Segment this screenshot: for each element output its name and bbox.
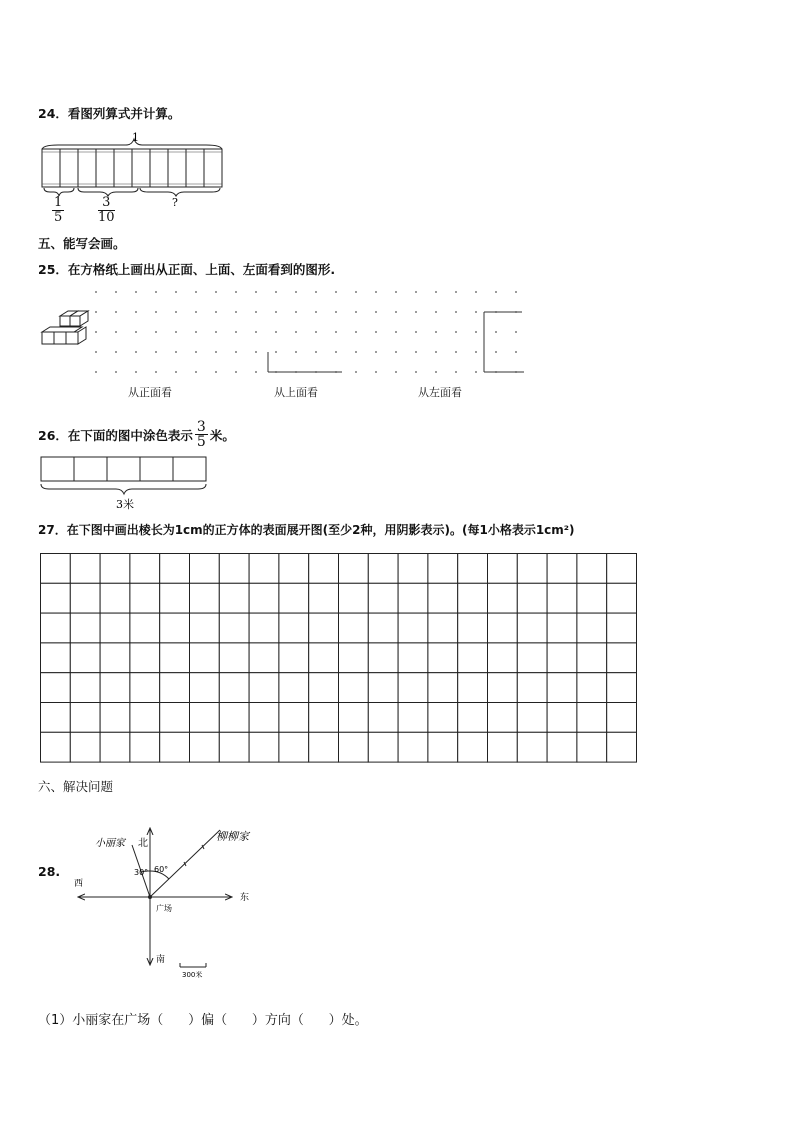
q27-grid-cell[interactable] [160,673,190,703]
grid-dot [135,351,137,353]
grid-dot [275,351,277,353]
grid-dot [235,351,237,353]
grid-dot [95,331,97,333]
q27-grid-cell[interactable] [249,673,279,703]
q27-grid-cell[interactable] [190,673,220,703]
q27-grid-cell[interactable] [368,732,398,762]
grid-dot [335,351,337,353]
grid-dot [435,331,437,333]
q27-grid-cell[interactable] [488,732,518,762]
grid-dot [115,291,117,293]
grid-dot [115,371,117,373]
grid-dot [475,311,477,313]
q27-grid-cell[interactable] [100,732,130,762]
q27-grid-cell[interactable] [458,732,488,762]
q27-grid-cell[interactable] [70,554,100,584]
grid-dot [455,291,457,293]
q27-grid-cell[interactable] [41,703,71,733]
q27-grid-cell[interactable] [428,583,458,613]
q27-grid-cell[interactable] [577,703,607,733]
grid-dot [295,291,297,293]
q27-grid-cell[interactable] [160,703,190,733]
q26-bar [40,456,210,512]
q25-title: 25．在方格纸上画出从正面、上面、左面看到的图形. [38,262,336,277]
grid-dot [375,331,377,333]
grid-dot [195,331,197,333]
q27-grid-cell[interactable] [458,554,488,584]
q27-grid-cell[interactable] [517,613,547,643]
q27-grid-cell[interactable] [70,643,100,673]
q27-grid-cell[interactable] [219,673,249,703]
q27-grid-cell[interactable] [488,703,518,733]
q27-grid-cell[interactable] [160,613,190,643]
grid-dot [315,311,317,313]
xiaoli-label: 小丽家 [95,838,125,849]
grid-dot [355,291,357,293]
grid-dot [435,371,437,373]
q27-grid-cell[interactable] [279,673,309,703]
q24-brace-3 [140,188,220,196]
q27-grid-cell[interactable] [41,583,71,613]
section5-title: 五、能写会画。 [38,236,126,251]
q27-grid-cell[interactable] [607,673,637,703]
q27-grid-cell[interactable] [41,673,71,703]
q27-grid-cell[interactable] [517,583,547,613]
q28-direction-map [70,820,270,985]
q27-grid-cell[interactable] [428,613,458,643]
grid-dot [455,311,457,313]
south-label: 南 [156,955,166,965]
grid-dot [115,351,117,353]
q27-grid-cell[interactable] [41,643,71,673]
q27-grid-cell[interactable] [577,732,607,762]
liuliu-label: 柳柳家 [216,830,249,843]
q27-grid-cell[interactable] [130,613,160,643]
q27-grid-cell[interactable] [70,673,100,703]
q26-bar-label: 3米 [116,498,134,511]
grid-dot [435,311,437,313]
q25-cubes [40,310,92,350]
grid-dot [395,331,397,333]
q27-grid-cell[interactable] [309,613,339,643]
grid-dot [95,311,97,313]
grid-dot [215,311,217,313]
q27-grid-cell[interactable] [70,732,100,762]
q27-grid-cell[interactable] [219,613,249,643]
q27-grid-cell[interactable] [279,613,309,643]
q27-grid-cell[interactable] [547,554,577,584]
q27-grid-cell[interactable] [398,643,428,673]
q27-grid-cell[interactable] [607,583,637,613]
grid-dot [235,291,237,293]
q24-unknown: ? [172,196,178,209]
grid-dot [295,311,297,313]
q27-grid-cell[interactable] [190,643,220,673]
grid-dot [175,291,177,293]
grid-dot [275,311,277,313]
grid-dot [155,351,157,353]
q27-grid-cell[interactable] [547,673,577,703]
q27-grid-cell[interactable] [309,643,339,673]
q27-grid-cell[interactable] [100,643,130,673]
q27-grid-cell[interactable] [547,732,577,762]
q27-grid-cell[interactable] [100,613,130,643]
q27-grid-cell[interactable] [219,732,249,762]
grid-dot [155,291,157,293]
grid-dot [435,291,437,293]
q27-grid-cell[interactable] [249,703,279,733]
q27-grid-cell[interactable] [428,732,458,762]
q27-grid-cell[interactable] [398,703,428,733]
north-label: 北 [138,838,148,849]
q25-view-front: 从正面看 [128,386,172,399]
q27-grid-cell[interactable] [130,703,160,733]
q27-grid-cell[interactable] [130,554,160,584]
q26-fraction: $\frac{3}{5}$ [196,419,206,450]
q27-grid-cell[interactable] [607,703,637,733]
q27-grid-cell[interactable] [249,613,279,643]
q26-cell[interactable] [74,457,107,481]
q27-grid-cell[interactable] [398,673,428,703]
grid-dot [255,351,257,353]
grid-dot [355,351,357,353]
q27-grid-cell[interactable] [368,583,398,613]
scale-label: 300米 [182,971,203,979]
q27-grid-cell[interactable] [607,613,637,643]
q27-grid-cell[interactable] [368,643,398,673]
q27-grid-cell[interactable] [70,583,100,613]
q27-grid-cell[interactable] [517,703,547,733]
q24-strip [42,149,222,187]
grid-dot [415,351,417,353]
q24-fraction-1: $\frac{1}{5}$ [54,195,63,225]
grid-dot [215,291,217,293]
grid-dot [335,311,337,313]
grid-dot [515,331,517,333]
grid-dot [195,291,197,293]
q27-grid-cell[interactable] [100,703,130,733]
q25-view-top: 从上面看 [274,386,318,399]
q25-dot-grid [92,286,532,378]
q27-grid-cell[interactable] [488,613,518,643]
q27-grid-cell[interactable] [339,613,369,643]
grid-dot [415,291,417,293]
grid-dot [155,331,157,333]
q27-grid-cell[interactable] [428,703,458,733]
q27-grid-cell[interactable] [309,703,339,733]
q27-grid-cell[interactable] [488,673,518,703]
grid-dot [435,351,437,353]
square-point [148,895,152,899]
q27-grid-cell[interactable] [279,732,309,762]
q25-view-left: 从左面看 [418,386,462,399]
q27-grid-cell[interactable] [279,554,309,584]
q27-grid-cell[interactable] [219,643,249,673]
q27-grid-cell[interactable] [160,583,190,613]
q27-grid-cell[interactable] [100,583,130,613]
grid-dot [515,351,517,353]
q26-cell[interactable] [140,457,173,481]
q27-grid-cell[interactable] [339,643,369,673]
q27-grid-cell[interactable] [279,583,309,613]
grid-dot [135,371,137,373]
grid-dot [355,311,357,313]
q28-sub1: （1）小丽家在广场（ ）偏（ ）方向（ ）处。 [38,1013,368,1028]
q24-strip-diagram [38,128,228,228]
q27-grid-cell[interactable] [577,613,607,643]
q27-grid-cell[interactable] [339,554,369,584]
grid-dot [95,351,97,353]
q27-grid-cell[interactable] [547,583,577,613]
grid-dot [235,311,237,313]
q27-grid-cell[interactable] [100,673,130,703]
q27-grid-cell[interactable] [70,703,100,733]
grid-dot [415,311,417,313]
grid-dot [215,351,217,353]
grid-dot [295,331,297,333]
grid-dot [235,331,237,333]
q27-grid-cell[interactable] [130,643,160,673]
q27-grid[interactable] [40,553,640,763]
grid-dot [455,331,457,333]
grid-dot [215,371,217,373]
q27-grid-cell[interactable] [130,583,160,613]
q27-grid-cell[interactable] [488,554,518,584]
q27-grid-cell[interactable] [517,643,547,673]
grid-dot [335,291,337,293]
q27-grid-cell[interactable] [368,613,398,643]
grid-dot [335,331,337,333]
grid-dot [475,351,477,353]
q27-grid-cell[interactable] [458,583,488,613]
grid-dot [275,331,277,333]
q27-grid-cell[interactable] [100,554,130,584]
q27-grid-cell[interactable] [249,732,279,762]
q27-grid-cell[interactable] [279,703,309,733]
q28-number: 28. [38,864,61,879]
grid-dot [495,351,497,353]
grid-dot [95,291,97,293]
q27-grid-cell[interactable] [309,583,339,613]
grid-dot [375,311,377,313]
q27-grid-cell[interactable] [488,583,518,613]
grid-dot [455,351,457,353]
q26-title-prefix: 26．在下面的图中涂色表示 [38,427,193,443]
grid-dot [255,311,257,313]
q27-grid-cell[interactable] [219,703,249,733]
q27-grid-cell[interactable] [607,643,637,673]
q27-grid-cell[interactable] [398,583,428,613]
grid-dot [495,331,497,333]
q27-grid-cell[interactable] [577,554,607,584]
grid-dot [455,371,457,373]
q27-grid-cell[interactable] [339,703,369,733]
q27-grid-cell[interactable] [160,732,190,762]
grid-dot [415,331,417,333]
q27-grid-cell[interactable] [190,613,220,643]
grid-dot [255,371,257,373]
grid-dot [395,351,397,353]
grid-dot [175,351,177,353]
grid-dot [395,291,397,293]
q27-grid-cell[interactable] [279,643,309,673]
q27-grid-cell[interactable] [309,732,339,762]
q27-grid-cell[interactable] [160,554,190,584]
q27-grid-cell[interactable] [517,673,547,703]
q27-grid-cell[interactable] [517,554,547,584]
q27-grid-cell[interactable] [219,554,249,584]
q27-grid-cell[interactable] [190,554,220,584]
grid-dot [195,311,197,313]
grid-dot [155,371,157,373]
grid-dot [135,331,137,333]
q26-cell[interactable] [41,457,74,481]
q27-grid-cell[interactable] [517,732,547,762]
grid-dot [475,331,477,333]
q27-grid-cell[interactable] [577,643,607,673]
q27-grid-cell[interactable] [368,554,398,584]
grid-dot [175,331,177,333]
grid-dot [215,331,217,333]
q27-grid-cell[interactable] [607,732,637,762]
q27-grid-cell[interactable] [428,643,458,673]
grid-dot [315,331,317,333]
q27-grid-cell[interactable] [577,673,607,703]
center-label: 广场 [156,904,172,913]
q27-grid-cell[interactable] [41,732,71,762]
q26-title [38,420,235,449]
angle-30-label: 30° [134,868,149,877]
grid-dot [115,311,117,313]
q27-grid-cell[interactable] [339,732,369,762]
q27-grid-cell[interactable] [428,554,458,584]
grid-dot [95,371,97,373]
q24-fraction-2: $\frac{3}{10}$ [98,195,115,225]
q27-grid-cell[interactable] [339,673,369,703]
grid-dot [375,291,377,293]
q27-grid-cell[interactable] [41,554,71,584]
grid-dot [135,311,137,313]
q27-grid-cell[interactable] [577,583,607,613]
grid-dot [175,311,177,313]
grid-dot [375,351,377,353]
q27-grid-cell[interactable] [458,613,488,643]
grid-dot [115,331,117,333]
q27-grid-cell[interactable] [309,673,339,703]
grid-dot [475,371,477,373]
q27-title: 27．在下图中画出棱长为1cm的正方体的表面展开图(至少2种，用阴影表示)。(每1小格表示1cm²) [38,523,575,537]
grid-dot [495,291,497,293]
q27-grid-cell[interactable] [130,673,160,703]
grid-dot [355,371,357,373]
q27-grid-cell[interactable] [458,703,488,733]
grid-dot [395,311,397,313]
q26-title-suffix: 米。 [209,427,235,443]
q27-grid-cell[interactable] [309,554,339,584]
q27-grid-cell[interactable] [249,554,279,584]
grid-dot [375,371,377,373]
grid-dot [275,291,277,293]
q27-grid-cell[interactable] [458,643,488,673]
grid-dot [255,291,257,293]
grid-dot [415,371,417,373]
q27-grid-cell[interactable] [547,703,577,733]
q27-grid-cell[interactable] [160,643,190,673]
grid-dot [135,291,137,293]
grid-dot [315,291,317,293]
q27-grid-cell[interactable] [607,554,637,584]
q27-grid-cell[interactable] [219,583,249,613]
q24-title: 24．看图列算式并计算。 [38,106,181,121]
q27-grid-cell[interactable] [41,613,71,643]
angle-60-label: 60° [154,865,169,874]
east-label: 东 [240,893,250,903]
grid-dot [355,331,357,333]
q27-grid-cell[interactable] [488,643,518,673]
grid-dot [175,371,177,373]
grid-dot [195,351,197,353]
q27-grid-cell[interactable] [190,583,220,613]
q26-cell[interactable] [107,457,140,481]
q27-grid-cell[interactable] [130,732,160,762]
q27-grid-cell[interactable] [249,583,279,613]
q27-grid-cell[interactable] [249,643,279,673]
grid-dot [195,371,197,373]
grid-dot [395,371,397,373]
q27-grid-cell[interactable] [368,673,398,703]
q27-grid-cell[interactable] [190,703,220,733]
q27-grid-cell[interactable] [547,643,577,673]
q27-grid-cell[interactable] [70,613,100,643]
q27-grid-cell[interactable] [368,703,398,733]
q27-grid-cell[interactable] [339,583,369,613]
grid-dot [235,371,237,373]
grid-dot [255,331,257,333]
q27-grid-cell[interactable] [458,673,488,703]
q27-grid-cell[interactable] [398,732,428,762]
q27-grid-cell[interactable] [547,613,577,643]
grid-dot [515,291,517,293]
q26-cell[interactable] [173,457,206,481]
q27-grid-cell[interactable] [398,554,428,584]
grid-dot [295,351,297,353]
grid-dot [155,311,157,313]
section6-title: 六、解决问题 [38,779,114,794]
q26-brace [41,484,206,494]
west-label: 西 [74,879,84,889]
q27-grid-cell[interactable] [428,673,458,703]
q27-grid-cell[interactable] [190,732,220,762]
grid-dot [315,351,317,353]
q24-total-label: 1 [132,131,139,144]
q27-grid-cell[interactable] [398,613,428,643]
grid-dot [475,291,477,293]
